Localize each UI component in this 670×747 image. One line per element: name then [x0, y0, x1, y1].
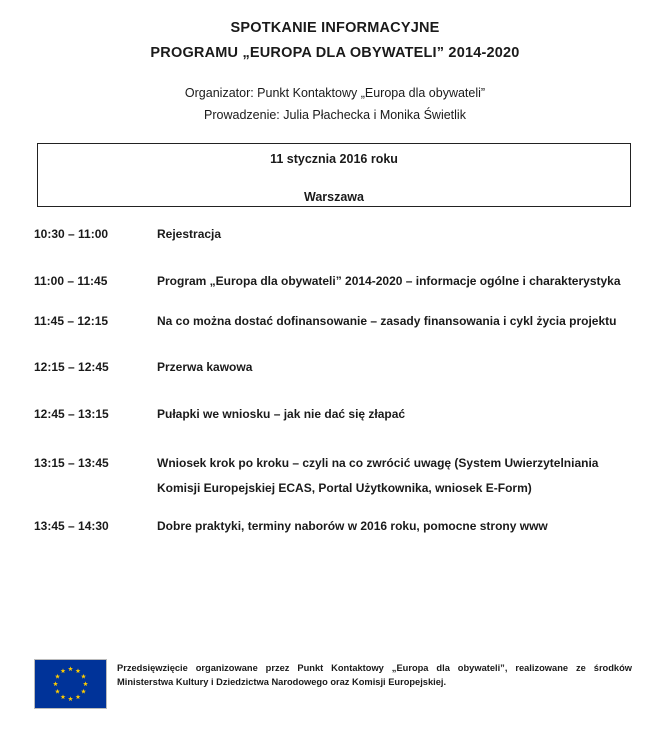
agenda-topic-continued: Komisji Europejskiej ECAS, Portal Użytkownika, wniosek E-Form)	[157, 481, 532, 495]
agenda-topic: Na co można dostać dofinansowanie – zasady finansowania i cykl życia projektu	[157, 314, 617, 328]
event-city: Warszawa	[304, 190, 364, 204]
agenda-time: 12:45 – 13:15	[34, 407, 109, 421]
organizer-text: Organizator: Punkt Kontaktowy „Europa dla obywateli”	[184, 86, 486, 100]
agenda-topic: Wniosek krok po kroku – czyli na co zwrócić uwagę (System Uwierzytelniania	[157, 456, 599, 470]
agenda-topic: Przerwa kawowa	[157, 360, 253, 374]
agenda-time: 10:30 – 11:00	[34, 227, 109, 241]
agenda-time: 11:00 – 11:45	[34, 274, 108, 288]
agenda-time: 13:15 – 13:45	[34, 456, 109, 470]
agenda-topic: Dobre praktyki, terminy naborów w 2016 roku, pomocne strony www	[157, 519, 548, 533]
agenda-time: 12:15 – 12:45	[34, 360, 109, 374]
agenda-time: 11:45 – 12:15	[34, 314, 109, 328]
eu-flag-icon	[34, 659, 107, 709]
agenda-topic: Pułapki we wniosku – jak nie dać się złapać	[157, 407, 406, 421]
agenda-time: 13:45 – 14:30	[34, 519, 109, 533]
eu-flag-graphic	[35, 660, 106, 708]
footer-note: Przedsięwzięcie organizowane przez Punkt Kontaktowy „Europa dla obywateli”, realizowane ze środków Ministerstwa Kultury i Dziedzictwa Narodowego oraz Komisji Europejskiej.	[117, 663, 632, 687]
agenda-topic: Rejestracja	[157, 227, 222, 241]
hosts-text: Prowadzenie: Julia Płachecka i Monika Świetlik	[204, 108, 466, 122]
event-date: 11 stycznia 2016 roku	[270, 152, 398, 166]
agenda-topic: Program „Europa dla obywateli” 2014-2020 – informacje ogólne i charakterystyka	[157, 274, 621, 288]
page-title-line2: PROGRAMU „EUROPA DLA OBYWATELI” 2014-2020	[150, 45, 520, 61]
page-title-line1: SPOTKANIE INFORMACYJNE	[230, 20, 440, 36]
date-box	[37, 143, 631, 207]
